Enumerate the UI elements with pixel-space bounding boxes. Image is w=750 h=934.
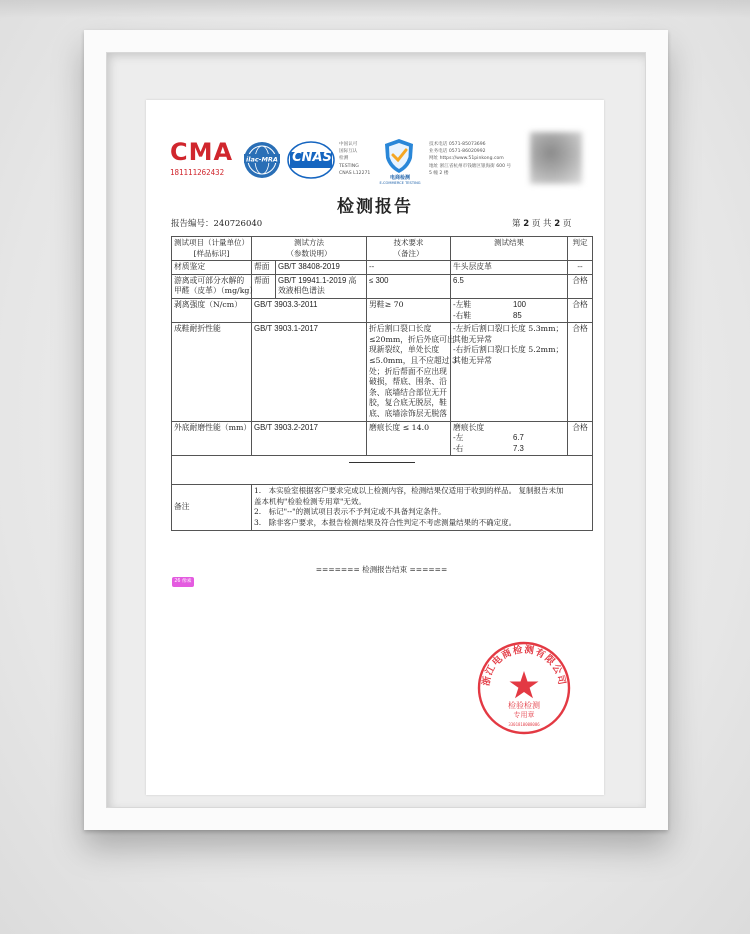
header-text: （参数说明） bbox=[286, 248, 332, 258]
cell-verdict: 合格 bbox=[568, 298, 593, 322]
result-pair bbox=[453, 311, 565, 322]
cma-logo bbox=[170, 138, 236, 180]
cell-line: 甲醛（皮革）（mg/kg） bbox=[174, 286, 258, 296]
ecommerce-shield-icon bbox=[378, 136, 420, 176]
header-text: 技术要求 bbox=[393, 238, 424, 247]
seal-star-icon bbox=[510, 671, 539, 698]
separator-row bbox=[172, 456, 593, 485]
cell-result bbox=[451, 421, 568, 456]
result-key: -右鞋 bbox=[453, 310, 472, 320]
header-requirement bbox=[367, 237, 451, 261]
separator-cell bbox=[172, 456, 593, 485]
ilac-text: ilac-MRA bbox=[246, 155, 278, 164]
contact-line: 5 幢 2 楼 bbox=[429, 170, 449, 176]
page-total: 2 bbox=[554, 219, 561, 229]
cell-requirement bbox=[367, 323, 457, 421]
header-text: 测试结果 bbox=[494, 238, 524, 247]
cell-result: 牛头层皮革 bbox=[451, 261, 568, 275]
cell-requirement: 磨痕长度 ≤ 14.0 bbox=[367, 421, 451, 456]
cell-requirement: ≤ 300 bbox=[367, 274, 451, 298]
header-text: [样品标识] bbox=[193, 248, 230, 258]
table-row bbox=[172, 323, 593, 421]
result-title: 磨痕长度 bbox=[453, 422, 485, 432]
cma-mark: CMA bbox=[170, 138, 234, 166]
table-row bbox=[172, 298, 593, 322]
ecommerce-sublabel: E-COMMERCE TESTING bbox=[379, 181, 421, 185]
contact-line: 网址 https://www.51pinkong.com bbox=[429, 156, 504, 162]
cell-part: 帮面 bbox=[252, 274, 276, 298]
ilac-mra-logo bbox=[242, 140, 282, 180]
seal-serial: 3301810008086 bbox=[508, 722, 540, 727]
result-key: -左鞋 bbox=[453, 299, 472, 309]
cell-line: ≤20mm，折后外底可出 bbox=[369, 334, 455, 344]
result-key: -左 bbox=[453, 433, 464, 443]
cell-item: 成鞋耐折性能 bbox=[172, 323, 252, 421]
cnas-line: TESTING bbox=[339, 163, 359, 169]
header-item bbox=[172, 237, 252, 261]
cnas-line: 国际互认 bbox=[339, 149, 358, 155]
cell-requirement: -- bbox=[367, 261, 451, 275]
result-pair bbox=[453, 444, 565, 455]
separator-rule bbox=[349, 462, 415, 463]
cell-line: 破损，帮底、围条、沿 bbox=[369, 377, 447, 387]
contact-line: 技术电话 0571-85073696 bbox=[429, 142, 486, 147]
contact-line: 地址 浙江省杭州市钱塘区银海街 600 号 bbox=[429, 163, 512, 169]
result-value: 100 bbox=[513, 299, 527, 309]
note-line: 2. 标记"--"的测试项目表示不予判定或不具备判定条件。 bbox=[254, 507, 446, 517]
cell-line: -左折后割口裂口长度 5.3mm； bbox=[453, 324, 564, 334]
cell-item: 剥离强度（N/cm） bbox=[172, 298, 252, 322]
page-pre: 第 bbox=[512, 219, 521, 229]
cell-line: 其他无异常 bbox=[453, 334, 492, 344]
cell-result bbox=[451, 298, 568, 322]
cell-method: GB/T 3903.3-2011 bbox=[252, 298, 367, 322]
blurred-qr-code bbox=[530, 132, 582, 184]
cell-line: 效液相色谱法 bbox=[278, 286, 325, 296]
header-result bbox=[451, 237, 568, 261]
cell-line: 现新裂纹，单处长度 bbox=[369, 345, 440, 355]
cnas-description bbox=[339, 141, 370, 177]
background-shadow bbox=[0, 0, 750, 18]
cell-verdict: 合格 bbox=[568, 323, 593, 421]
cnas-line: CNAS L12271 bbox=[339, 170, 371, 176]
cell-line: ≤5.0mm，且不应超过 3 bbox=[369, 355, 457, 365]
cell-item: 外底耐磨性能（mm） bbox=[172, 421, 252, 456]
cell-line: 底、底墙涂饰层无脱落 bbox=[369, 408, 447, 418]
report-end-marker: ======= 检测报告结束 ====== bbox=[315, 565, 448, 574]
cell-result: 6.5 bbox=[451, 274, 568, 298]
cell-verdict: -- bbox=[568, 261, 593, 275]
result-value: 6.7 bbox=[513, 433, 524, 443]
cma-number: 181111262432 bbox=[170, 168, 225, 177]
notes-row bbox=[172, 485, 593, 530]
header-verdict bbox=[568, 237, 593, 261]
result-pair bbox=[453, 433, 565, 444]
cell-part: 帮面 bbox=[252, 261, 276, 275]
cell-requirement: 男鞋≥ 70 bbox=[367, 298, 451, 322]
seal-center-line1: 检验检测 bbox=[508, 701, 540, 710]
table-header-row bbox=[172, 237, 593, 261]
cell-item bbox=[172, 274, 258, 298]
cell-item: 材质鉴定 bbox=[172, 261, 252, 275]
cell-method: GB/T 3903.1-2017 bbox=[252, 323, 367, 421]
page-mid: 页 共 bbox=[531, 219, 552, 229]
official-seal bbox=[476, 640, 572, 736]
cell-method: GB/T 3903.2-2017 bbox=[252, 421, 367, 456]
pixel-tag: 26 像素 bbox=[172, 577, 194, 587]
header-text: 测试方法 bbox=[294, 238, 324, 247]
result-value: 7.3 bbox=[513, 443, 524, 453]
page-indicator bbox=[512, 217, 571, 229]
cnas-line: 检测 bbox=[339, 156, 349, 162]
cell-line: GB/T 19941.1-2019 高 bbox=[278, 275, 357, 285]
cell-line: 其他无异常 bbox=[453, 355, 492, 365]
cell-line: 折后割口裂口长度 bbox=[369, 324, 432, 334]
result-key: -右 bbox=[453, 443, 464, 453]
cell-line: -右折后割口裂口长度 5.2mm； bbox=[453, 345, 564, 355]
report-title: 检测报告 bbox=[337, 197, 413, 217]
contact-info bbox=[429, 141, 511, 177]
seal-ring-text: 浙江电商检测有限公司 bbox=[480, 644, 568, 687]
cell-line: 胶，复合底无脱层，鞋 bbox=[369, 398, 447, 408]
table-row bbox=[172, 261, 593, 275]
cell-line: 游离或可部分水解的 bbox=[174, 275, 245, 285]
page-current: 2 bbox=[523, 219, 530, 229]
cell-line: 处；折后帮面不应出现 bbox=[369, 366, 447, 376]
cell-method bbox=[276, 274, 367, 298]
results-table bbox=[171, 236, 593, 531]
report-number: 报告编号：240726040 bbox=[171, 219, 263, 229]
note-line: 1. 本实验室根据客户要求完成以上检测内容，检测结果仅适用于收到的样品。 复制报告未加 bbox=[254, 486, 564, 496]
notes-label: 备注 bbox=[172, 485, 252, 530]
note-line: 盖本机构"检验检测专用章"无效。 bbox=[254, 496, 366, 506]
contact-line: 业务电话 0571-86020992 bbox=[429, 149, 486, 155]
result-value: 85 bbox=[513, 310, 522, 320]
result-pair bbox=[453, 300, 565, 311]
header-text: （备注） bbox=[393, 248, 424, 258]
cell-verdict: 合格 bbox=[568, 421, 593, 456]
notes-cell bbox=[252, 485, 593, 530]
cell-verdict: 合格 bbox=[568, 274, 593, 298]
table-row bbox=[172, 421, 593, 456]
cell-method: GB/T 38408-2019 bbox=[276, 261, 367, 275]
header-method bbox=[252, 237, 367, 261]
seal-center-line2: 专用章 bbox=[513, 711, 535, 719]
note-line: 3. 除非客户要求，本报告检测结果及符合性判定不考虑测量结果的不确定度。 bbox=[254, 518, 517, 528]
cell-line: 条、底墙结合部位无开 bbox=[369, 387, 447, 397]
header-text: 测试项目（计量单位） bbox=[174, 238, 249, 247]
cnas-line: 中国认可 bbox=[339, 142, 358, 147]
ecommerce-label: 电商检测 bbox=[389, 175, 410, 181]
table-row bbox=[172, 274, 593, 298]
cnas-text: CNAS bbox=[292, 150, 332, 165]
header-text: 判定 bbox=[572, 238, 588, 247]
page-post: 页 bbox=[562, 219, 572, 229]
cell-result bbox=[451, 323, 568, 421]
